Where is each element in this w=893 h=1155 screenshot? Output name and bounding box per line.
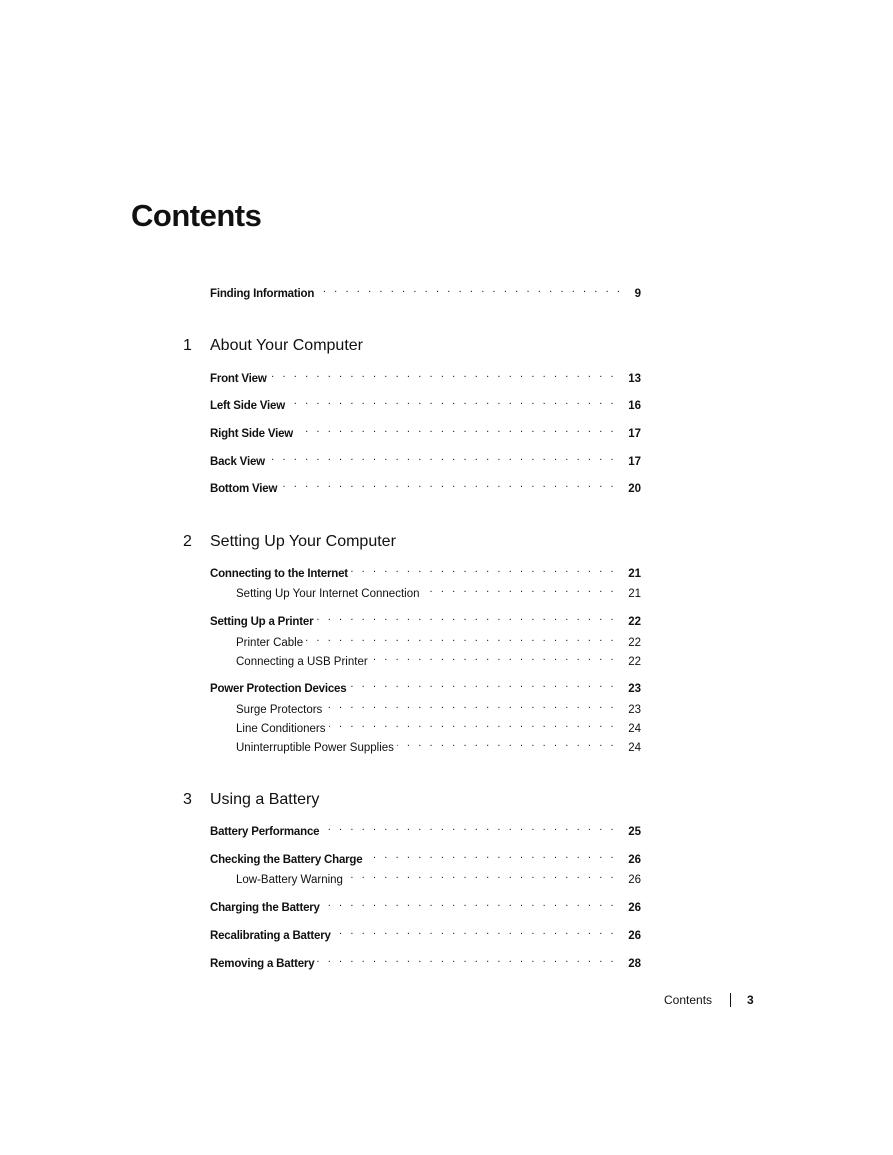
- dot-leader: [365, 851, 616, 863]
- dot-leader: [329, 720, 617, 732]
- footer-divider: [730, 993, 731, 1007]
- dot-leader: [268, 453, 616, 465]
- dot-leader: [371, 653, 617, 665]
- toc-entry-back-view[interactable]: [210, 453, 641, 469]
- chapter-title: Using a Battery: [210, 791, 320, 808]
- toc-subentry-uninterruptible-power-supplies[interactable]: [236, 739, 641, 755]
- toc-entry-finding-information[interactable]: [210, 285, 641, 301]
- toc-entry-page: 21: [628, 588, 641, 600]
- toc-entry-page: 24: [628, 723, 641, 735]
- toc-entry-label: Finding Information: [210, 288, 315, 300]
- dot-leader: [397, 739, 616, 751]
- toc-subentry-setting-up-internet-connection[interactable]: [236, 585, 641, 601]
- toc-subentry-surge-protectors[interactable]: [236, 701, 641, 717]
- toc-entry-power-protection-devices[interactable]: [210, 680, 641, 696]
- toc-entry-page: 21: [628, 568, 641, 580]
- toc-entry-label: Setting Up a Printer: [210, 616, 314, 628]
- dot-leader: [322, 823, 616, 835]
- toc-entry-page: 9: [634, 288, 641, 300]
- toc-entry-label: Setting Up Your Internet Connection: [236, 588, 420, 600]
- chapter-title: Setting Up Your Computer: [210, 533, 396, 550]
- toc-entry-label: Line Conditioners: [236, 723, 326, 735]
- footer-page-number: 3: [747, 993, 754, 1007]
- toc-entry-label: Power Protection Devices: [210, 683, 347, 695]
- dot-leader: [334, 927, 617, 939]
- toc-entry-page: 22: [628, 616, 641, 628]
- toc-entry-label: Battery Performance: [210, 826, 320, 838]
- dot-leader: [317, 285, 622, 297]
- toc-subentry-low-battery-warning[interactable]: [236, 871, 641, 887]
- toc-entry-label: Left Side View: [210, 400, 285, 412]
- toc-entry-label: Low-Battery Warning: [236, 874, 343, 886]
- dot-leader: [317, 955, 616, 967]
- toc-entry-bottom-view[interactable]: [210, 480, 641, 496]
- toc-entry-connecting-to-the-internet[interactable]: [210, 565, 641, 581]
- toc-entry-label: Printer Cable: [236, 637, 304, 649]
- toc-entry-checking-battery-charge[interactable]: [210, 851, 641, 867]
- dot-leader: [423, 585, 617, 597]
- toc-subentry-connecting-usb-printer[interactable]: [236, 653, 641, 669]
- dot-leader: [346, 871, 616, 883]
- toc-entry-page: 25: [628, 826, 641, 838]
- toc-entry-label: Back View: [210, 456, 265, 468]
- toc-entry-page: 22: [628, 637, 641, 649]
- toc-entry-right-side-view[interactable]: [210, 425, 641, 441]
- toc-entry-label: Bottom View: [210, 483, 278, 495]
- dot-leader: [270, 370, 617, 382]
- toc-entry-page: 26: [628, 874, 641, 886]
- toc-entry-label: Right Side View: [210, 428, 294, 440]
- toc-entry-charging-the-battery[interactable]: [210, 899, 641, 915]
- dot-leader: [316, 613, 616, 625]
- dot-leader: [351, 565, 616, 577]
- toc-entry-label: Checking the Battery Charge: [210, 854, 363, 866]
- toc-entry-label: Surge Protectors: [236, 704, 323, 716]
- dot-leader: [323, 899, 616, 911]
- toc-entry-battery-performance[interactable]: [210, 823, 641, 839]
- footer-section-label: Contents: [664, 993, 713, 1007]
- toc-entry-label: Recalibrating a Battery: [210, 930, 331, 942]
- toc-entry-label: Connecting to the Internet: [210, 568, 348, 580]
- toc-subentry-printer-cable[interactable]: [236, 634, 641, 650]
- toc-entry-label: Front View: [210, 373, 267, 385]
- toc-entry-page: 28: [628, 958, 641, 970]
- toc-entry-page: 17: [628, 428, 641, 440]
- chapter-title: About Your Computer: [210, 337, 363, 354]
- toc-entry-page: 26: [628, 854, 641, 866]
- toc-entry-page: 24: [628, 742, 641, 754]
- chapter-heading-3[interactable]: [183, 791, 319, 809]
- toc-entry-label: Connecting a USB Printer: [236, 656, 368, 668]
- toc-entry-removing-a-battery[interactable]: [210, 955, 641, 971]
- chapter-number: 2: [183, 533, 192, 550]
- toc-entry-page: 22: [628, 656, 641, 668]
- toc-entry-recalibrating-a-battery[interactable]: [210, 927, 641, 943]
- page-footer: [664, 993, 754, 1007]
- dot-leader: [306, 634, 616, 646]
- toc-entry-label: Charging the Battery: [210, 902, 320, 914]
- toc-entry-front-view[interactable]: [210, 370, 641, 386]
- toc-entry-label: Removing a Battery: [210, 958, 315, 970]
- toc-entry-page: 23: [628, 683, 641, 695]
- dot-leader: [296, 425, 616, 437]
- dot-leader: [349, 680, 616, 692]
- toc-entry-page: 26: [628, 902, 641, 914]
- chapter-heading-2[interactable]: [183, 533, 396, 551]
- dot-leader: [325, 701, 616, 713]
- toc-entry-page: 26: [628, 930, 641, 942]
- dot-leader: [288, 397, 616, 409]
- toc-entry-page: 16: [628, 400, 641, 412]
- chapter-number: 1: [183, 337, 192, 354]
- toc-subentry-line-conditioners[interactable]: [236, 720, 641, 736]
- toc-entry-page: 13: [628, 373, 641, 385]
- toc-entry-left-side-view[interactable]: [210, 397, 641, 413]
- toc-entry-setting-up-a-printer[interactable]: [210, 613, 641, 629]
- dot-leader: [280, 480, 616, 492]
- chapter-heading-1[interactable]: [183, 337, 363, 355]
- toc-entry-page: 23: [628, 704, 641, 716]
- page-title: Contents: [131, 198, 262, 233]
- toc-entry-label: Uninterruptible Power Supplies: [236, 742, 394, 754]
- chapter-number: 3: [183, 791, 192, 808]
- toc-entry-page: 20: [628, 483, 641, 495]
- toc-entry-page: 17: [628, 456, 641, 468]
